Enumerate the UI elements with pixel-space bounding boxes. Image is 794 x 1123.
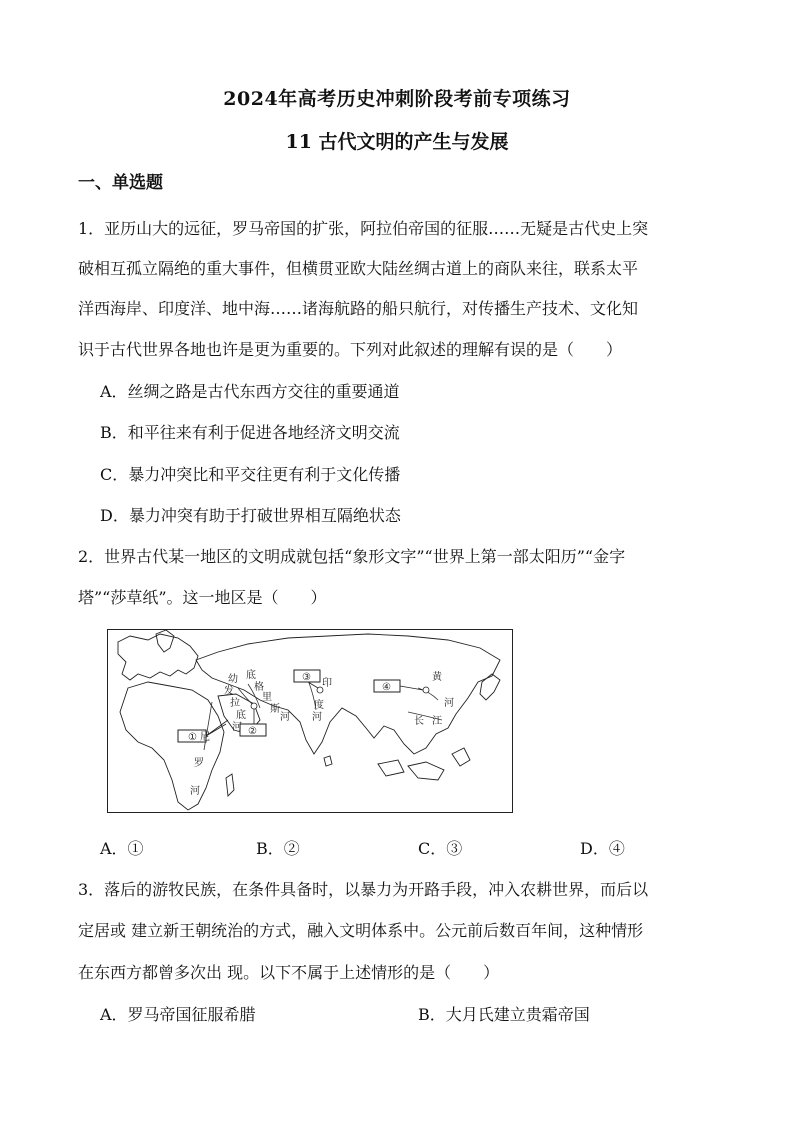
river-label: 格 bbox=[254, 682, 264, 693]
river-label: 江 bbox=[432, 716, 442, 727]
river-label: 度 bbox=[314, 700, 324, 711]
map-marker-4 bbox=[374, 680, 429, 693]
section-heading: 一、单选题 bbox=[78, 173, 163, 193]
q1-stem-line: 识于古代世界各地也许是更为重要的。下列对此叙述的理解有误的是（ ） bbox=[78, 340, 623, 359]
river-label: 幼 bbox=[228, 674, 238, 685]
q3-stem-line: 3．落后的游牧民族，在条件具备时，以暴力为开路手段，冲入农耕世界，而后以 bbox=[78, 880, 649, 899]
q1-option-d[interactable]: D．暴力冲突有助于打破世界相互隔绝状态 bbox=[100, 506, 401, 525]
river-label: 长 bbox=[414, 716, 424, 727]
q2-option-d[interactable]: D．④ bbox=[580, 839, 625, 858]
river-label: 河 bbox=[312, 712, 322, 723]
q2-option-b[interactable]: B．② bbox=[256, 839, 300, 858]
marker-label-4: ④ bbox=[382, 682, 391, 693]
q2-option-c[interactable]: C．③ bbox=[418, 839, 463, 858]
q1-stem-line: 洋西海岸、印度洋、地中海……诸海航路的船只航行，对传播生产技术、文化知 bbox=[78, 299, 639, 318]
river-label: 罗 bbox=[194, 758, 204, 769]
q2-option-a[interactable]: A．① bbox=[100, 839, 144, 858]
map-svg bbox=[108, 630, 512, 812]
river-label: 发 bbox=[224, 686, 234, 697]
coastlines bbox=[118, 630, 500, 810]
q3-stem-line: 定居或 建立新王朝统治的方式，融入文明体系中。公元前后数百年间，这种情形 bbox=[78, 921, 644, 940]
q3-stem-line: 在东西方都曾多次出 现。以下不属于上述情形的是（ ） bbox=[78, 963, 500, 982]
marker-label-1: ① bbox=[188, 732, 197, 743]
river-label: 底 bbox=[246, 670, 256, 681]
q2-stem-line: 塔”“莎草纸”。这一地区是（ ） bbox=[78, 588, 327, 607]
marker-label-3: ③ bbox=[302, 672, 311, 683]
q2-stem-line: 2．世界古代某一地区的文明成就包括“象形文字”“世界上第一部太阳历”“金字 bbox=[78, 547, 626, 566]
river-label: 河 bbox=[280, 712, 290, 723]
q1-option-c[interactable]: C．暴力冲突比和平交往更有利于文化传播 bbox=[100, 465, 401, 484]
marker-label-2: ② bbox=[248, 726, 257, 737]
river-label: 河 bbox=[190, 786, 200, 797]
river-label: 河 bbox=[232, 722, 242, 733]
river-labels bbox=[190, 668, 454, 797]
river-label: 尼 bbox=[200, 732, 210, 743]
q1-option-a[interactable]: A．丝绸之路是古代东西方交往的重要通道 bbox=[100, 382, 400, 401]
q1-stem-line: 1．亚历山大的远征，罗马帝国的扩张，阿拉伯帝国的征服……无疑是古代史上突 bbox=[78, 219, 649, 238]
map-marker-3 bbox=[294, 670, 323, 693]
river-label: 河 bbox=[444, 698, 454, 709]
river-label: 斯 bbox=[270, 704, 280, 715]
q1-stem-line: 破相互孤立隔绝的重大事件，但横贯亚欧大陆丝绸古道上的商队来往，联系太平 bbox=[78, 259, 639, 278]
river-label: 底 bbox=[236, 710, 246, 721]
river-label: 里 bbox=[262, 692, 272, 703]
q1-option-b[interactable]: B．和平往来有利于促进各地经济文明交流 bbox=[100, 423, 400, 442]
page-subtitle: 11 古代文明的产生与发展 bbox=[285, 131, 509, 153]
q3-option-a[interactable]: A．罗马帝国征服希腊 bbox=[100, 1005, 256, 1024]
river-label: 拉 bbox=[230, 698, 240, 709]
river-label: 黄 bbox=[432, 672, 442, 683]
world-map-figure bbox=[107, 629, 513, 813]
q3-option-b[interactable]: B．大月氏建立贵霜帝国 bbox=[418, 1005, 590, 1024]
page-title: 2024年高考历史冲刺阶段考前专项练习 bbox=[223, 88, 571, 110]
river-label: 印 bbox=[322, 678, 332, 689]
